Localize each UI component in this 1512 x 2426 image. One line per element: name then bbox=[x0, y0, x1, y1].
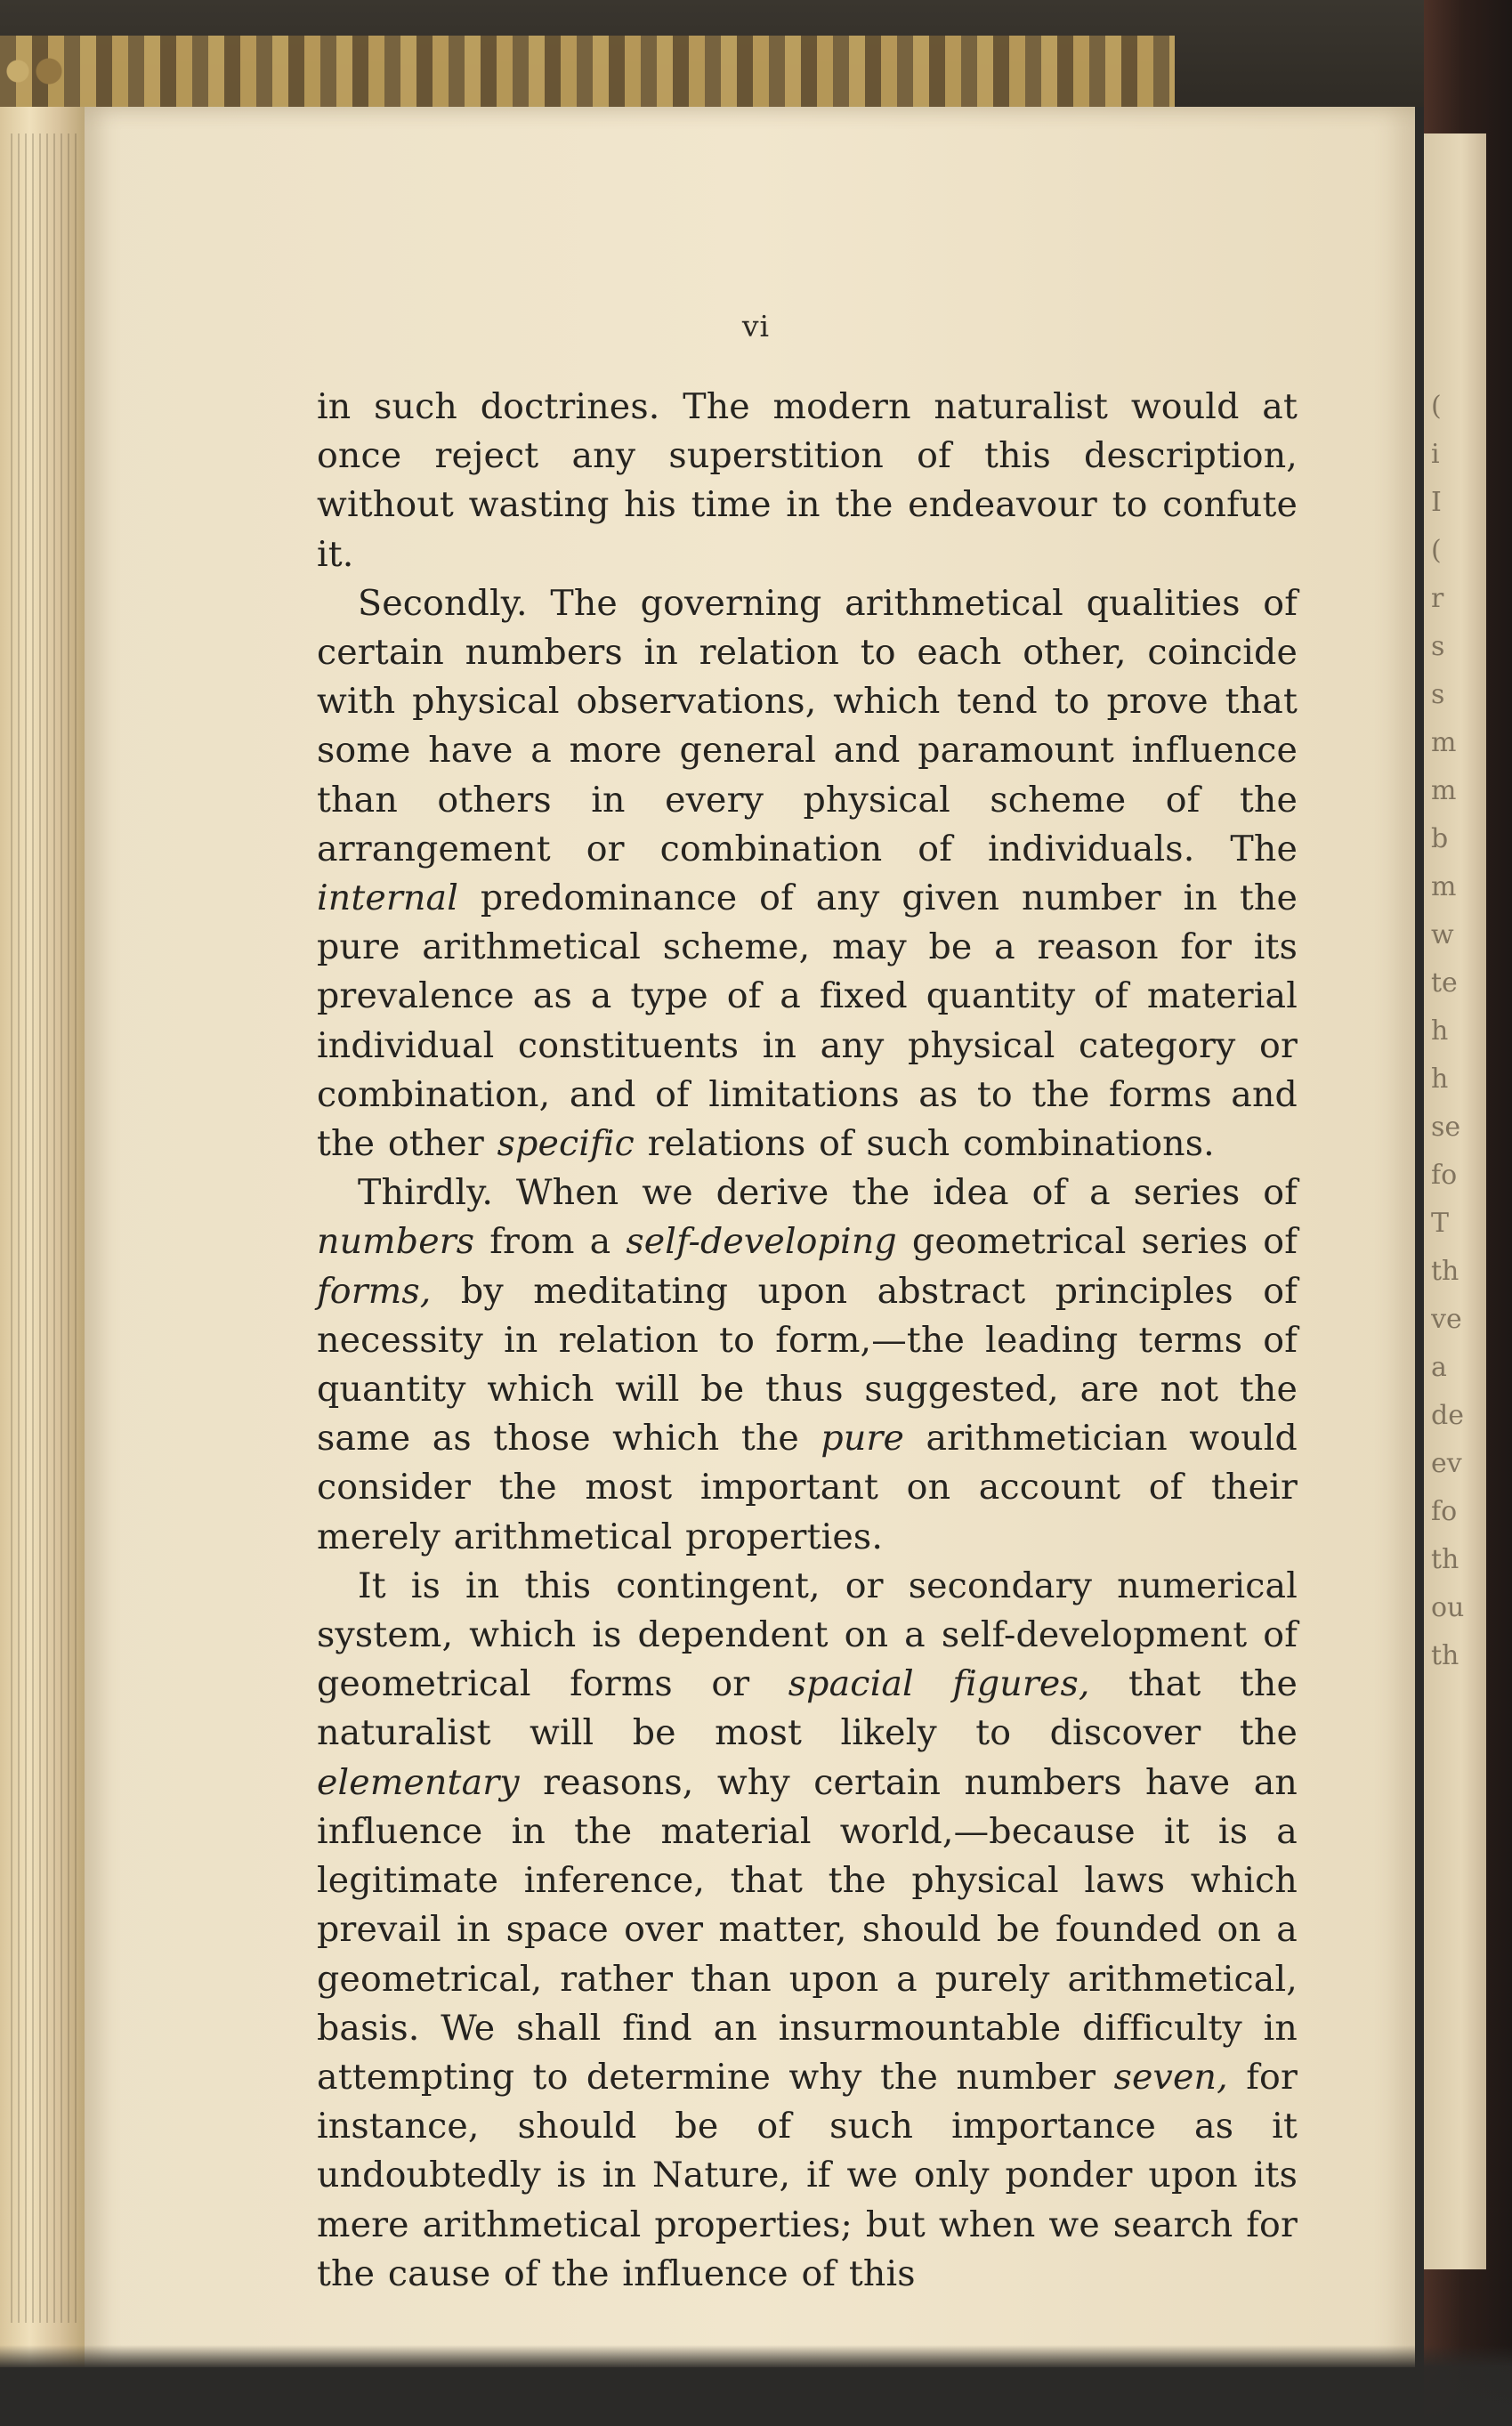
italic-text-span: spacial figures, bbox=[788, 1663, 1090, 1705]
text-span: that the naturalist will be most likely to discover the bbox=[317, 1663, 1298, 1754]
paragraph-3 bbox=[317, 1169, 1298, 1562]
adjacent-page-fragment: m bbox=[1431, 727, 1457, 758]
italic-text-span: internal bbox=[317, 877, 459, 919]
adjacent-page-fragment: te bbox=[1431, 967, 1458, 999]
italic-text-span: seven, bbox=[1113, 2056, 1228, 2098]
adjacent-page-fragment: T bbox=[1431, 1208, 1450, 1239]
adjacent-page-fragment: s bbox=[1431, 679, 1445, 710]
adjacent-page-fragment: b bbox=[1431, 823, 1449, 854]
text-span: Secondly. The governing arithmetical qualities of certain numbers in relation to each other, coincide with physical observations, which tend to prove that some have a more general and paramount influence than others in every physical scheme of the arrangement or combination of individuals. The bbox=[317, 582, 1298, 869]
adjacent-page-fragment: r bbox=[1431, 583, 1444, 614]
bottom-shadow bbox=[0, 2345, 1512, 2426]
adjacent-page-fragment: s bbox=[1431, 631, 1445, 662]
adjacent-page-fragment: I bbox=[1431, 487, 1442, 518]
adjacent-page-fragments bbox=[1431, 383, 1477, 1680]
adjacent-page-fragment: i bbox=[1431, 439, 1440, 470]
paragraph-4 bbox=[317, 1562, 1298, 2299]
text-span: in such doctrines. The modern naturalist would at once reject any superstition of this description, without wasting his time in the endeavour to confute it. bbox=[317, 386, 1298, 575]
text-span: from a bbox=[474, 1221, 627, 1263]
adjacent-page-fragment: se bbox=[1431, 1112, 1461, 1143]
adjacent-page-fragment: th bbox=[1431, 1544, 1459, 1575]
italic-text-span: specific bbox=[497, 1123, 635, 1165]
italic-text-span: forms, bbox=[317, 1270, 432, 1312]
decorative-gilt-band bbox=[0, 36, 1175, 109]
italic-text-span: self-developing bbox=[626, 1221, 897, 1263]
main-text-block bbox=[317, 383, 1298, 2299]
italic-text-span: numbers bbox=[317, 1221, 475, 1263]
text-span: It is in this contingent, or secondary numerical system, which is dependent on a self-development of geometrical forms or bbox=[317, 1565, 1298, 1705]
adjacent-page-fragment: ou bbox=[1431, 1592, 1465, 1623]
adjacent-page-fragment: a bbox=[1431, 1352, 1447, 1383]
text-span: by meditating upon abstract principles of necessity in relation to form,—the leading terms of quantity which will be thus suggested, are not the same as those which the bbox=[317, 1270, 1298, 1460]
text-span: arithmetician would consider the most important on account of their merely arithmetical properties. bbox=[317, 1418, 1298, 1557]
adjacent-page-fragment: h bbox=[1431, 1015, 1449, 1047]
italic-text-span: elementary bbox=[317, 1761, 520, 1803]
text-span: Thirdly. When we derive the idea of a series of bbox=[358, 1172, 1298, 1214]
adjacent-page-fragment: m bbox=[1431, 871, 1457, 902]
adjacent-page-fragment: th bbox=[1431, 1256, 1459, 1287]
page-edge-lines bbox=[11, 133, 77, 2323]
adjacent-page-fragment: m bbox=[1431, 775, 1457, 806]
text-span: relations of such combinations. bbox=[634, 1123, 1215, 1165]
adjacent-page-fragment: ( bbox=[1431, 391, 1442, 422]
adjacent-page-fragment: ve bbox=[1431, 1304, 1462, 1335]
adjacent-page-fragment: th bbox=[1431, 1640, 1459, 1671]
adjacent-page-fragment: ev bbox=[1431, 1448, 1462, 1479]
adjacent-page-fragment: fo bbox=[1431, 1496, 1458, 1527]
text-span: reasons, why certain numbers have an influence in the material world,—because it is a legitimate inference, that the physical laws which prevail in space over matter, should be founded on a geometrical, rather than upon a purely arithmetical, basis. We shall find an insurmountable difficulty in attempting to determine why the number bbox=[317, 1761, 1298, 2098]
paragraph-1 bbox=[317, 383, 1298, 579]
adjacent-page-fragment: w bbox=[1431, 919, 1454, 950]
page-number: vi bbox=[741, 309, 771, 344]
adjacent-page-fragment: de bbox=[1431, 1400, 1464, 1431]
text-span: predominance of any given number in the pure arithmetical scheme, may be a reason for its prevalence as a type of a fixed quantity of material individual constituents in any physical category or combination, and of limitations as to the forms and the other bbox=[317, 877, 1298, 1165]
text-span: for instance, should be of such importance as it undoubtedly is in Nature, if we only ponder upon its mere arithmetical properties; but when we search for the cause of the influence of this bbox=[317, 2056, 1298, 2294]
italic-text-span: pure bbox=[821, 1418, 904, 1460]
adjacent-page-fragment: fo bbox=[1431, 1160, 1458, 1191]
paragraph-2 bbox=[317, 579, 1298, 1169]
adjacent-page-fragment: ( bbox=[1431, 535, 1442, 566]
adjacent-page-fragment: h bbox=[1431, 1063, 1449, 1095]
text-span: geometrical series of bbox=[896, 1221, 1298, 1263]
